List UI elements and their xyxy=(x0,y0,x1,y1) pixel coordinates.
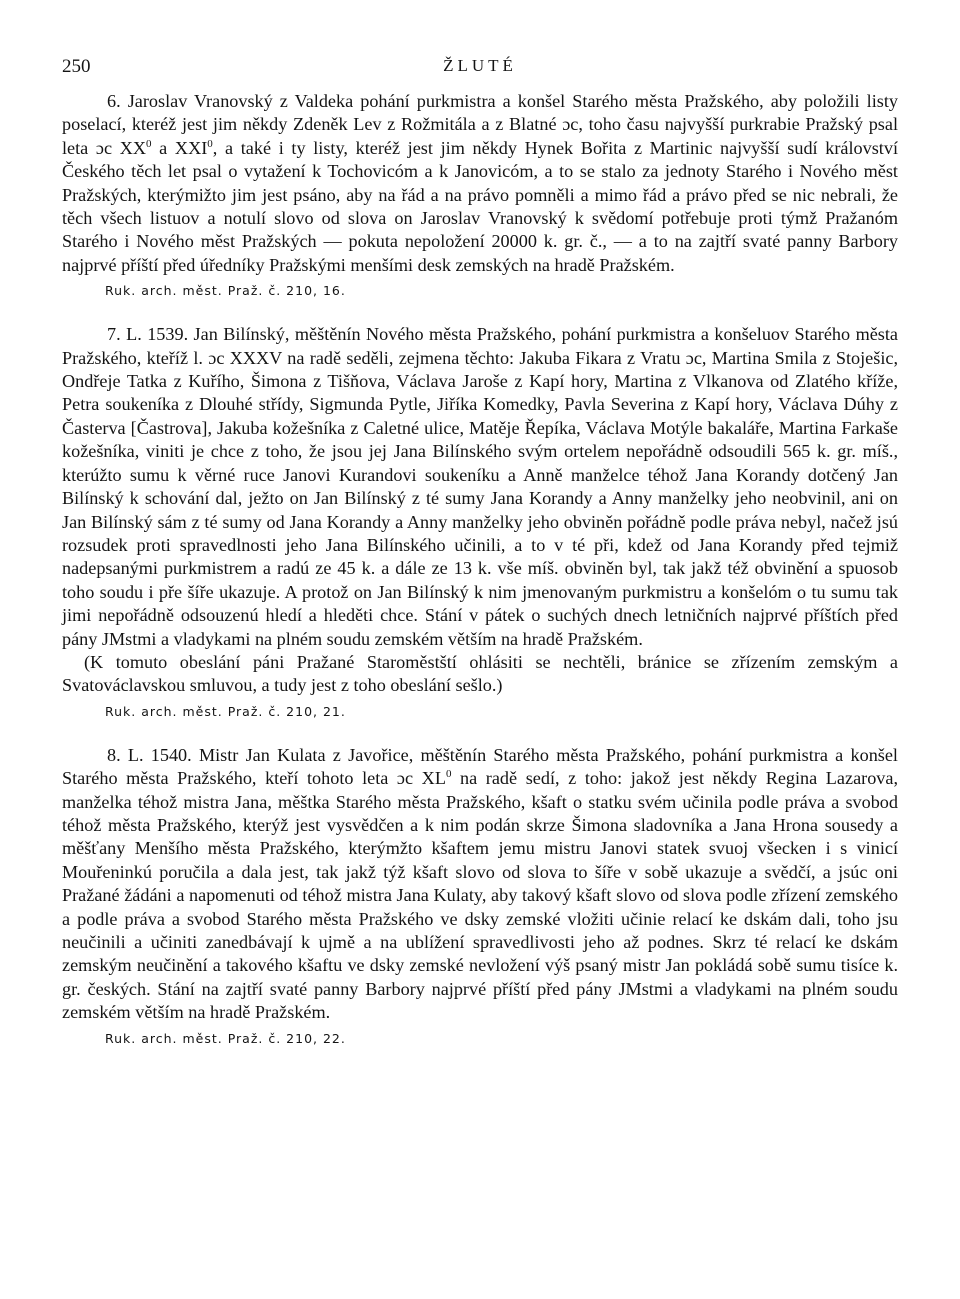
page-header xyxy=(62,56,898,90)
entry-6 xyxy=(62,90,898,301)
entry-8 xyxy=(62,744,898,1049)
source-citation: Ruk. arch. měst. Praž. č. 210, 21. xyxy=(105,703,346,719)
entry-paragraph: 8. L. 1540. Mistr Jan Kulata z Javořice, měštěnín Starého města Pražského, pohání purkmistra a konšel Starého města Pražského, kteří tohoto leta ɔc $XL^0$ na radě sedí, z toho: jakož jest někdy Regina Lazarova, manželka téhož mistra Jana, měštka Starého města Pražského, kšaft o statku svém učinila podle práva a svobod téhož města Pražského, kterýž jest vysvědčen a k nim podán skrze Šimona sladovníka a Jana Hrona sousedy a měšťany Menšího města Pražského, kterýmžto kšaftem jemu mistru Janovi statek svuoj všecken i s vinicí Mouřeninkú poručila a dala jest, tak jakž týž kšaft slovo od slova to šíře v sobě ukazuje a svědčí, a jsúc oni Pražané žádáni a napomenuti od téhož mistra Jana Kulaty, aby takový kšaft slovo od slova podle zřízení zemského a podle práva a svobod Starého města Pražského ve dsky zemské vložiti učinie relací ke dskám dali, toho jsu neučinili a učiniti zanedbávají k ujmě a na ublížení spravedlivosti jeho až podnes. Skrz té relací ke dskám zemským neučinění a takového kšaftu ve dsky zemské nevložení výš psaný mistr Jan pokládá sobě sumu tisíce k. gr. českých. Stání na zajtří svaté panny Barbory najprvé příští před pány JMstmi a vladykami na plném soudu zemském větším na hradě Pražském. xyxy=(62,744,899,1023)
entry-paragraph: 6. Jaroslav Vranovský z Valdeka pohání purkmistra a konšel Starého města Pražského, aby položili listy poselací, kteréž jest jim někdy Zdeněk Lev z Rožmitála a z Blatné ɔc, toho času najvyšší purkrabie Pražský psal leta ɔc $XX^0$ a XXI$^0$, a také i ty listy, kteréž jest jim někdy Hynek Bořita z Martinic najvyšší sudí království Českého těch let psal o vytažení k Tochovicóm a k Janovicóm, a to se stalo za jednoty Starého i Nového měst Pražských, kterýmižto jim jest psáno, aby na řád a na právo pomněli a mimo řád a právo před se nic nebrali, že těch všech listuov a notulí slovo od slova on Jaroslav Vranovský k svědomí potřebuje proti týmž Pražanóm Starého i Nového měst Pražských — pokuta nepoložení 20000 k. gr. č., — a to na zajtří svaté panny Barbory najprvé příští před úředníky Pražskými menšími desk zemských na hradě Pražském. xyxy=(62,91,898,275)
entry-note: (K tomuto obeslání páni Pražané Staroměstští ohlásiti se nechtěli, bránice se zřízením zemským a Svatováclavskou smluvou, a tudy jest z toho obeslání sešlo.) xyxy=(62,651,898,696)
entry-7 xyxy=(62,323,898,722)
running-head: ŽLUTÉ xyxy=(443,56,517,75)
document-page xyxy=(62,56,898,1049)
entry-paragraph: 7. L. 1539. Jan Bilínský, měštěnín Nového města Pražského, pohání purkmistra a konšeluov Starého města Pražského, kteříž l. ɔc XXXV na radě seděli, zejmena těchto: Jakuba Fikara z Vratu ɔc, Martina Smila z Stoješic, Ondřeje Tatka z Kuřího, Šimona z Tišňova, Václava Jaroše z Kapí hory, Martina z Vlkanova od Zlatého kříže, Petra soukeníka z Dlouhé střídy, Sigmunda Pytle, Jiříka Komedky, Pavla Severina z Kapí hory, Václava Dúhy z Časterva [Častrova], Jakuba kožešníka z Caletné ulice, Matěje Řepíka, Václava Motýle bakaláře, Martina Farkaše kožešníka, viniti je chce z toho, že jsou jej Jana Bilínského svým ortelem nepořádně odsoudili 565 k. gr. míš., kterúžto sumu k věrné ruce Janovi Kurandovi soukeníku a Anně manželce téhož Jana Korandy dotčený Jan Bilínský k schování dal, ježto on Jan Bilínský z té sumy Jana Korandy a Anny manželky jeho neobvinil, ani on Jan Bilínský sám z té sumy od Jana Korandy a Anny manželky jeho obviněn pořádně podle práva nebyl, načež jsú rozsudek proti spravedlnosti jeho Jana Bilínského učinili, a to v té při, kdež od Jana Korandy před tejmiž nadepsanými purkmistrem a radú ze 45 k. a dále ze 13 k. vše míš. obviněn byl, tak jakž též obvinění a spuosob toho soudu i pře šíře ukazuje. A protož on Jan Bilínský k nim jmenovaným purkmistru a konšelóm o tu sumu tak jimi nepořádně odsouzenú hledí a hleděti chce. Stání v pátek o suchých dnech letničních najprvé příštích před pány JMstmi a vladykami na plném soudu zemském větším na hradě Pražském. xyxy=(62,324,898,649)
page-number: 250 xyxy=(62,56,91,77)
source-citation: Ruk. arch. měst. Praž. č. 210, 22. xyxy=(105,1030,346,1046)
source-citation: Ruk. arch. měst. Praž. č. 210, 16. xyxy=(105,283,346,299)
